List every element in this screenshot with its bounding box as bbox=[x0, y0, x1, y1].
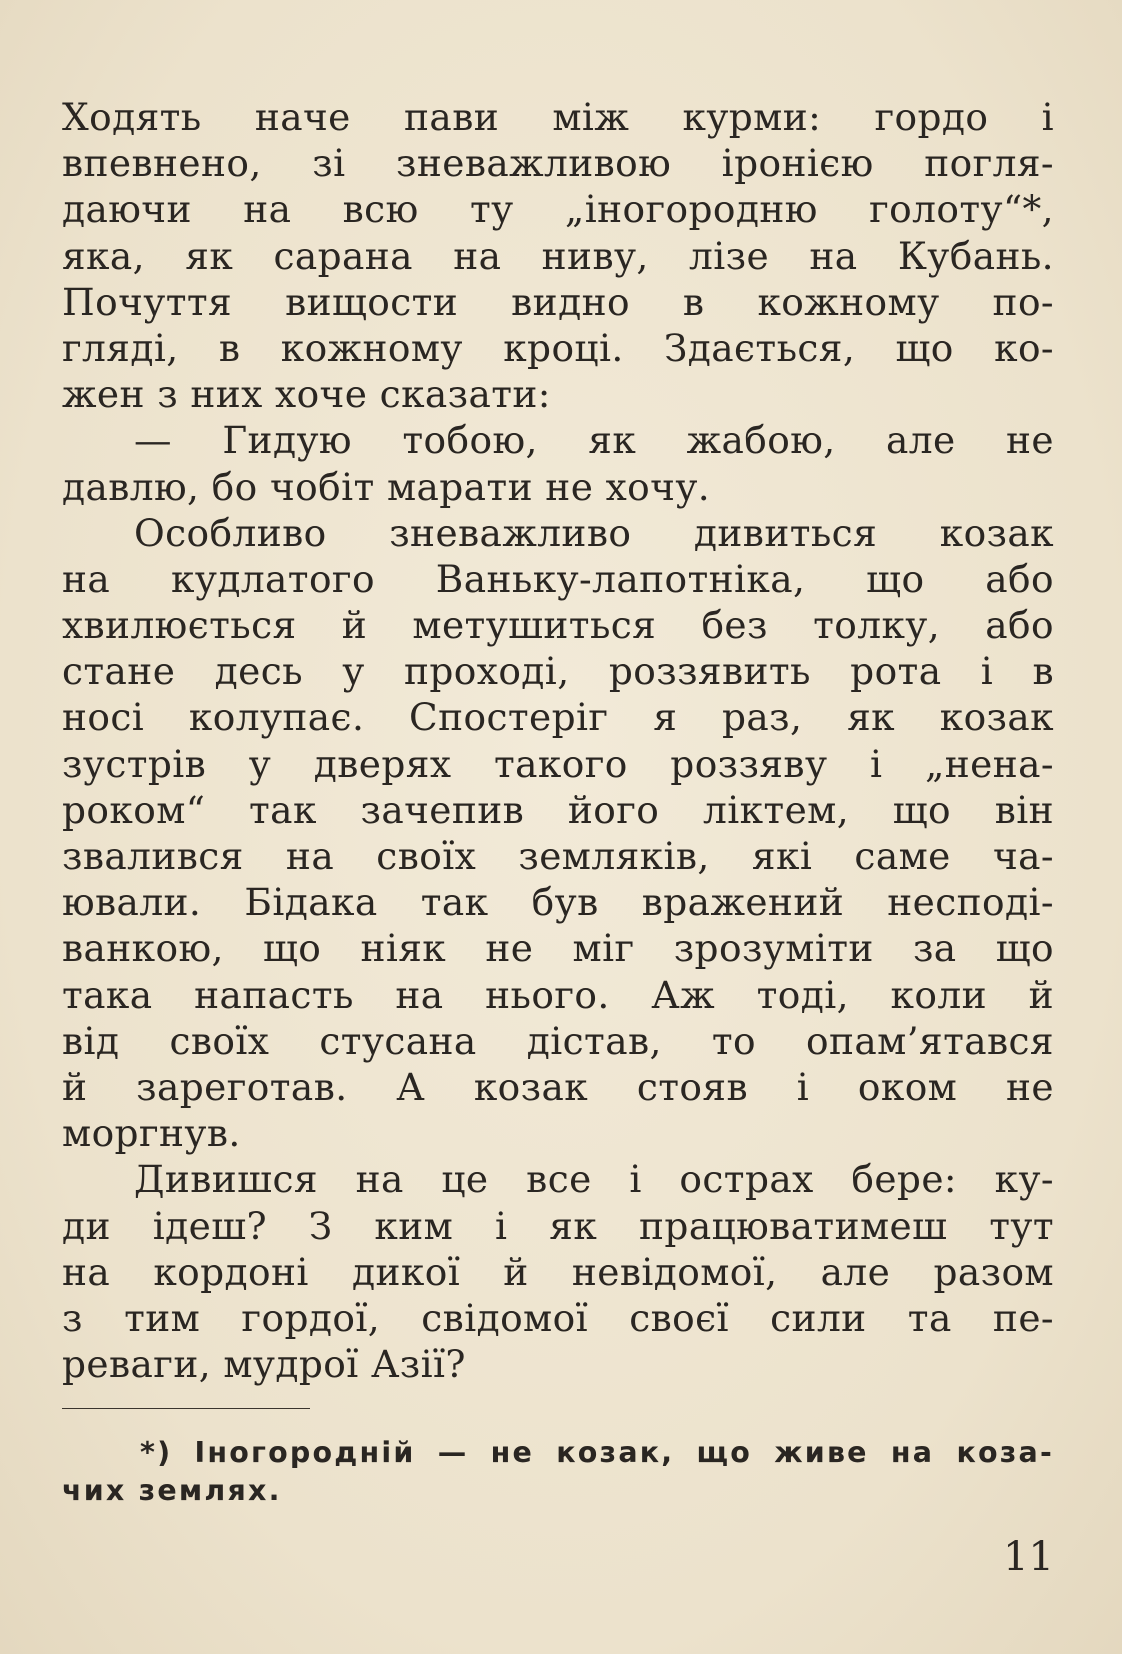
text-line: яка, як сарана на ниву, лізе на Кубань. bbox=[62, 233, 1054, 278]
page-number: 11 bbox=[1003, 1534, 1054, 1580]
text-line: жен з них хоче сказати: bbox=[62, 372, 551, 417]
text-line: давлю, бо чобіт марати не хочу. bbox=[62, 464, 711, 509]
text-line: звалився на своїх земляків, які саме ча- bbox=[62, 834, 1054, 878]
text-line: реваги, мудрої Азії? bbox=[62, 1342, 466, 1387]
text-line: ювали. Бідака так був вражений несподі- bbox=[62, 880, 1054, 925]
text-line: з тим гордої, свідомої своєї сили та пе- bbox=[62, 1295, 1054, 1340]
text-line: Почуття вищости видно в кожному по- bbox=[62, 279, 1054, 324]
text-line: гляді, в кожному кроці. Здається, що ко- bbox=[62, 325, 1054, 370]
text-line: даючи на всю ту „іногородню голоту“*, bbox=[62, 187, 1054, 232]
text-line: стане десь у проході, роззявить рота і в bbox=[62, 649, 1054, 694]
text-line: впевнено, зі зневажливою іронією погля- bbox=[62, 141, 1054, 186]
text-line: — Гидую тобою, як жабою, але не bbox=[134, 418, 1054, 463]
footnote-line: чих землях. bbox=[62, 1474, 282, 1507]
text-line: носі колупає. Спостеріг я раз, як козак bbox=[62, 695, 1054, 740]
text-line: хвилюється й метушиться без толку, або bbox=[62, 603, 1054, 648]
text-line: від своїх стусана дістав, то опам’ятався bbox=[62, 1018, 1054, 1063]
text-line: Дивишся на це все і острах бере: ку- bbox=[134, 1157, 1054, 1202]
text-line: ванкою, що ніяк не міг зрозуміти за що bbox=[62, 926, 1054, 971]
text-line: на кордоні дикої й невідомої, але разом bbox=[62, 1249, 1054, 1294]
text-line: моргнув. bbox=[62, 1111, 241, 1156]
text-line: роком“ так зачепив його ліктем, що він bbox=[62, 787, 1054, 832]
text-line: така напасть на нього. Аж тоді, коли й bbox=[62, 972, 1054, 1017]
footnote-divider bbox=[62, 1408, 310, 1409]
text-line: й зареготав. А козак стояв і оком не bbox=[62, 1064, 1054, 1109]
text-line: на кудлатого Ваньку-лапотніка, що або bbox=[62, 556, 1054, 601]
text-line: Особливо зневажливо дивиться козак bbox=[134, 510, 1054, 555]
text-line: ди ідеш? З ким і як працюватимеш тут bbox=[62, 1203, 1054, 1248]
text-line: Ходять наче пави між курми: гордо і bbox=[62, 95, 1054, 139]
footnote-line: *) Іногородній — не козак, що живе на коза- bbox=[140, 1436, 1054, 1469]
footnote bbox=[62, 1434, 1054, 1510]
text-line: зустрів у дверях такого роззяву і „нена- bbox=[62, 741, 1054, 786]
body-text bbox=[62, 94, 1054, 1387]
